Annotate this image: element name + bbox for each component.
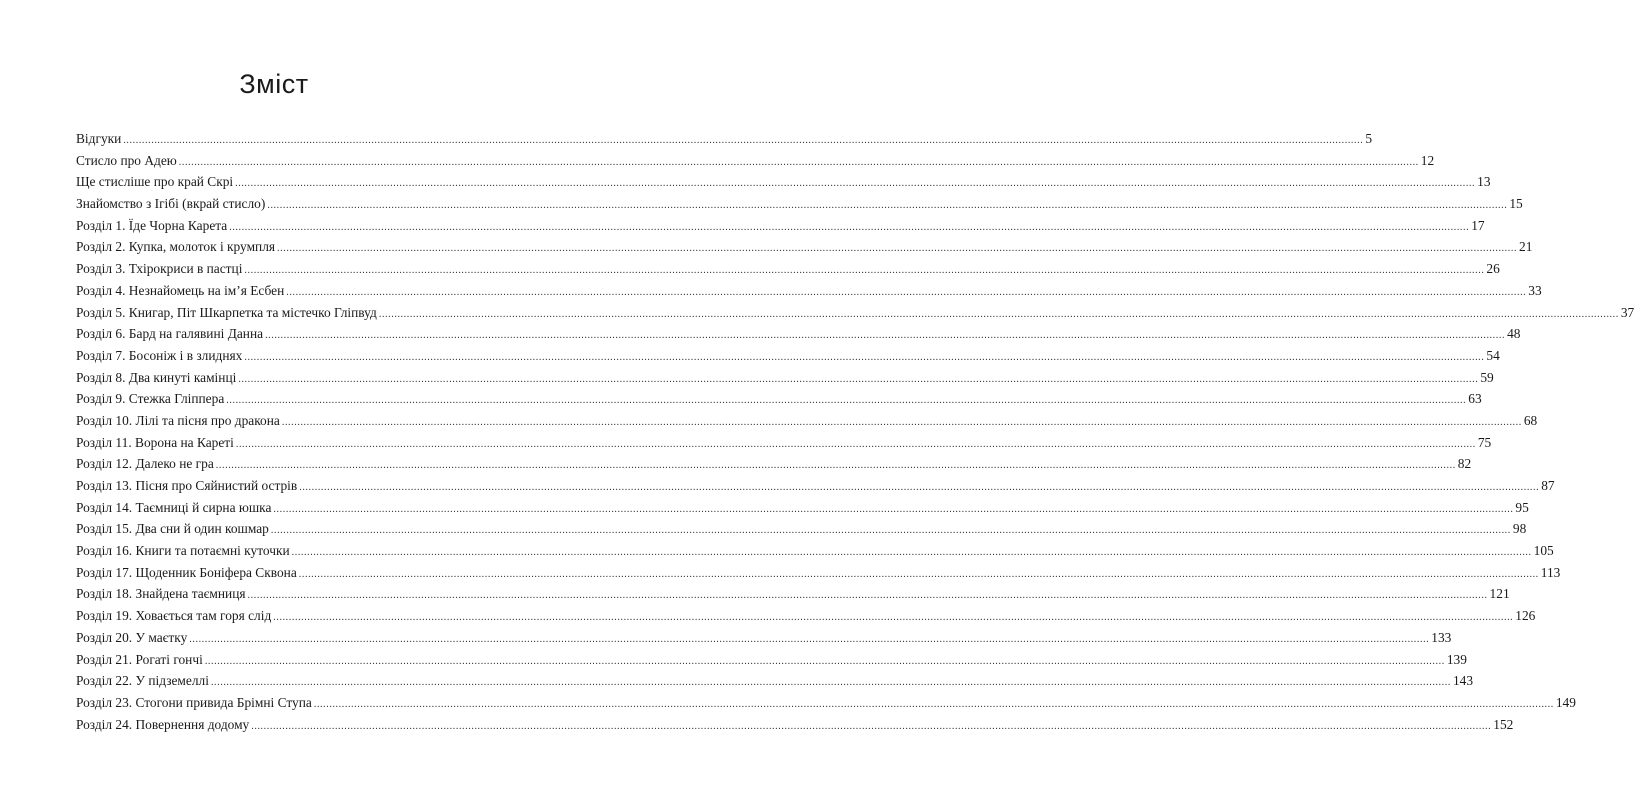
toc-entry-title: Розділ 20. У маєтку — [76, 629, 188, 645]
dot-leader: ................................................................................................................................................................................................................................................................................................................................................................................................................ — [210, 677, 1451, 689]
toc-entry-page-number: 95 — [1515, 499, 1529, 515]
toc-entry-title: Розділ 19. Ховається там горя слід — [76, 608, 272, 624]
toc-entry-page-number: 13 — [1477, 174, 1491, 190]
page-title: Зміст — [239, 69, 309, 99]
toc-entry[interactable] — [76, 323, 1521, 345]
toc-entry[interactable] — [76, 410, 1538, 432]
toc-entry[interactable] — [76, 215, 1485, 237]
toc-entry-title: Розділ 11. Ворона на Кареті — [76, 434, 234, 450]
toc-entry[interactable] — [76, 150, 1435, 172]
toc-entry[interactable] — [76, 171, 1491, 193]
toc-entry-page-number: 152 — [1493, 716, 1514, 732]
toc-entry-page-number: 105 — [1533, 543, 1554, 559]
dot-leader: ................................................................................................................................................................................................................................................................................................................................................................................................................ — [226, 395, 1467, 407]
toc-entry[interactable] — [76, 432, 1492, 454]
toc-entry-page-number: 17 — [1471, 217, 1485, 233]
toc-entry[interactable] — [76, 236, 1533, 258]
toc-entry-page-number: 121 — [1489, 586, 1510, 602]
dot-leader: ................................................................................................................................................................................................................................................................................................................................................................................................................ — [178, 156, 1419, 168]
toc-entry[interactable] — [76, 258, 1500, 280]
toc-entry[interactable] — [76, 714, 1514, 736]
toc-entry[interactable] — [76, 605, 1536, 627]
toc-entry-page-number: 82 — [1457, 456, 1472, 472]
dot-leader: ................................................................................................................................................................................................................................................................................................................................................................................................................ — [265, 330, 1506, 342]
toc-entry[interactable] — [76, 583, 1510, 605]
toc-entry[interactable] — [76, 388, 1482, 410]
toc-entry-page-number: 75 — [1477, 434, 1492, 450]
toc-entry-title: Розділ 23. Стогони привида Брімні Ступа — [76, 694, 312, 710]
toc-entry-page-number: 63 — [1468, 391, 1482, 407]
dot-leader: ................................................................................................................................................................................................................................................................................................................................................................................................................ — [273, 612, 1514, 624]
dot-leader: ................................................................................................................................................................................................................................................................................................................................................................................................................ — [277, 243, 1518, 255]
dot-leader: ................................................................................................................................................................................................................................................................................................................................................................................................................ — [286, 286, 1527, 298]
toc-entry[interactable] — [76, 692, 1576, 714]
dot-leader: ................................................................................................................................................................................................................................................................................................................................................................................................................ — [189, 633, 1430, 645]
dot-leader: ................................................................................................................................................................................................................................................................................................................................................................................................................ — [247, 590, 1488, 602]
toc-entry-title: Розділ 24. Повернення додому — [76, 716, 250, 732]
dot-leader: ................................................................................................................................................................................................................................................................................................................................................................................................................ — [299, 482, 1540, 493]
toc-entry[interactable] — [76, 302, 1634, 324]
toc-entry-title: Розділ 3. Тхірокриси в пастці — [76, 261, 243, 277]
toc-entry-title: Розділ 16. Книги та потаємні куточки — [76, 543, 290, 559]
toc-entry-title: Розділ 10. Лілі та пісня про дракона — [76, 412, 280, 428]
toc-entry-title: Розділ 15. Два сни й один кошмар — [76, 521, 269, 537]
table-of-contents — [76, 128, 1634, 735]
toc-entry-title: Знайомство з Ігібі (вкрай стисло) — [76, 196, 266, 212]
toc-entry-page-number: 15 — [1509, 196, 1523, 212]
dot-leader: ................................................................................................................................................................................................................................................................................................................................................................................................................ — [251, 720, 1492, 732]
dot-leader: ................................................................................................................................................................................................................................................................................................................................................................................................................ — [215, 460, 1456, 472]
dot-leader: ................................................................................................................................................................................................................................................................................................................................................................................................................ — [235, 438, 1476, 450]
dot-leader: ................................................................................................................................................................................................................................................................................................................................................................................................................ — [291, 547, 1532, 559]
toc-entry-title: Розділ 5. Книгар, Піт Шкарпетка та містечко Гліпвуд — [76, 304, 377, 320]
toc-entry[interactable] — [76, 497, 1529, 519]
toc-entry-title: Розділ 1. Їде Чорна Карета — [76, 217, 228, 233]
toc-entry[interactable] — [76, 475, 1555, 497]
toc-entry-page-number: 113 — [1540, 564, 1561, 580]
toc-entry-page-number: 87 — [1541, 478, 1555, 493]
toc-entry-page-number: 68 — [1523, 412, 1538, 428]
toc-entry[interactable] — [76, 670, 1474, 692]
toc-entry[interactable] — [76, 518, 1527, 540]
dot-leader: ................................................................................................................................................................................................................................................................................................................................................................................................................ — [267, 200, 1508, 212]
toc-entry-page-number: 12 — [1420, 152, 1435, 168]
toc-entry-page-number: 98 — [1512, 521, 1527, 537]
toc-entry[interactable] — [76, 193, 1523, 215]
dot-leader: ................................................................................................................................................................................................................................................................................................................................................................................................................ — [204, 655, 1445, 667]
toc-entry[interactable] — [76, 345, 1500, 367]
dot-leader: ................................................................................................................................................................................................................................................................................................................................................................................................................ — [235, 178, 1476, 190]
toc-entry[interactable] — [76, 280, 1542, 302]
toc-entry[interactable] — [76, 540, 1554, 562]
toc-entry-title: Розділ 6. Бард на галявині Данна — [76, 326, 264, 342]
dot-leader: ................................................................................................................................................................................................................................................................................................................................................................................................................ — [244, 265, 1485, 277]
toc-entry-page-number: 139 — [1446, 651, 1467, 667]
toc-entry[interactable] — [76, 367, 1494, 389]
toc-entry[interactable] — [76, 128, 1373, 150]
dot-leader: ................................................................................................................................................................................................................................................................................................................................................................................................................ — [313, 698, 1554, 710]
toc-entry-page-number: 143 — [1452, 673, 1474, 689]
toc-entry-title: Розділ 7. Босоніж і в злиднях — [76, 347, 243, 363]
toc-entry-page-number: 133 — [1431, 629, 1452, 645]
toc-entry-title: Розділ 14. Таємниці й сирна юшка — [76, 499, 272, 515]
dot-leader: ................................................................................................................................................................................................................................................................................................................................................................................................................ — [378, 308, 1619, 320]
dot-leader: ................................................................................................................................................................................................................................................................................................................................................................................................................ — [238, 373, 1479, 385]
dot-leader: ................................................................................................................................................................................................................................................................................................................................................................................................................ — [273, 503, 1514, 515]
toc-entry-page-number: 54 — [1486, 347, 1500, 363]
toc-entry[interactable] — [76, 649, 1467, 671]
toc-entry-page-number: 59 — [1480, 369, 1494, 385]
toc-entry-page-number: 21 — [1519, 239, 1533, 255]
dot-leader: ................................................................................................................................................................................................................................................................................................................................................................................................................ — [123, 135, 1364, 146]
toc-entry[interactable] — [76, 562, 1561, 584]
toc-entry-title: Розділ 12. Далеко не гра — [76, 456, 214, 472]
toc-entry-page-number: 37 — [1620, 304, 1634, 320]
toc-entry-title: Ще стисліше про край Скрі — [76, 174, 234, 190]
toc-entry-title: Відгуки — [76, 131, 122, 146]
dot-leader: ................................................................................................................................................................................................................................................................................................................................................................................................................ — [244, 351, 1485, 363]
toc-entry-title: Розділ 22. У підземеллі — [76, 673, 209, 689]
toc-entry-title: Стисло про Адею — [76, 152, 177, 168]
toc-entry-title: Розділ 17. Щоденник Боніфера Сквона — [76, 564, 297, 580]
dot-leader: ................................................................................................................................................................................................................................................................................................................................................................................................................ — [281, 416, 1522, 428]
toc-entry-page-number: 126 — [1515, 608, 1536, 624]
toc-entry-page-number: 26 — [1486, 261, 1500, 277]
toc-entry[interactable] — [76, 627, 1452, 649]
toc-entry-title: Розділ 8. Два кинуті камінці — [76, 369, 237, 385]
toc-entry-page-number: 48 — [1507, 326, 1521, 342]
toc-entry-title: Розділ 2. Купка, молоток і крумпля — [76, 239, 276, 255]
dot-leader: ................................................................................................................................................................................................................................................................................................................................................................................................................ — [298, 568, 1539, 580]
toc-entry-page-number: 5 — [1365, 131, 1373, 146]
toc-entry-title: Розділ 4. Незнайомець на ім’я Есбен — [76, 282, 285, 298]
toc-entry-page-number: 149 — [1555, 694, 1576, 710]
toc-entry-page-number: 33 — [1528, 282, 1542, 298]
dot-leader: ................................................................................................................................................................................................................................................................................................................................................................................................................ — [270, 525, 1511, 537]
toc-entry-title: Розділ 9. Стежка Гліппера — [76, 391, 225, 407]
toc-entry[interactable] — [76, 453, 1472, 475]
dot-leader: ................................................................................................................................................................................................................................................................................................................................................................................................................ — [229, 221, 1470, 233]
toc-entry-title: Розділ 18. Знайдена таємниця — [76, 586, 246, 602]
toc-entry-title: Розділ 13. Пісня про Сяйнистий острів — [76, 478, 298, 493]
toc-entry-title: Розділ 21. Рогаті гончі — [76, 651, 203, 667]
